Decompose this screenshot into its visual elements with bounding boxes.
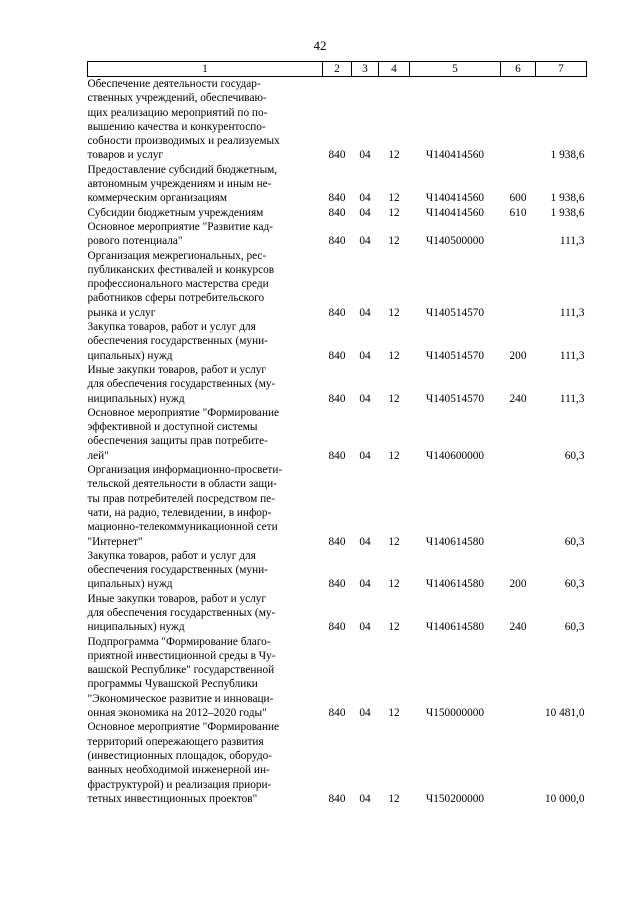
row-section: 04 (359, 578, 371, 591)
budget-table (87, 61, 587, 806)
row-sum: 111,3 (559, 349, 585, 362)
row-name: Организация информационно-просвети- тельской деятельности в области защи- ты прав потребителей посредством пе- чати, на радио, телевидении, в инфор- мационно-телекоммуникационной сети "Интернет" (87, 464, 283, 548)
table-row (88, 549, 587, 592)
row-name: Иные закупки товаров, работ и услуг для обеспечения государственных (му- ниципальных) нужд (87, 592, 276, 634)
row-name: Субсидии бюджетным учреждениям (87, 206, 264, 219)
row-subsection: 12 (388, 392, 400, 405)
page-number: 42 (313, 38, 327, 53)
row-section: 04 (359, 449, 371, 462)
row-sum: 111,3 (559, 306, 585, 319)
row-subsection: 12 (388, 149, 400, 162)
row-subsection: 12 (388, 306, 400, 319)
table-header (88, 62, 587, 77)
row-section: 04 (359, 535, 371, 548)
row-ministry: 840 (328, 392, 346, 405)
row-type (501, 406, 536, 463)
row-name: Подпрограмма "Формирование благо- приятной инвестиционной среды в Чу- вашской Республике" государственной программы Чувашской Республики "Экономическое развитие и инноваци- онная экономика на 2012–2020 годы" (87, 635, 276, 720)
row-sum: 111,3 (559, 235, 585, 248)
row-target: Ч140414560 (425, 206, 485, 219)
row-sum: 10 000,0 (544, 792, 585, 805)
row-ministry: 840 (328, 621, 346, 634)
table-row (88, 406, 587, 463)
row-type: 240 (509, 621, 527, 634)
row-ministry: 840 (328, 707, 346, 720)
row-name: Основное мероприятие "Формирование эффективной и доступной системы обеспечения защиты прав потребите- лей" (87, 406, 280, 462)
row-type: 200 (509, 349, 527, 362)
row-name: Иные закупки товаров, работ и услуг для обеспечения государственных (му- ниципальных) нужд (87, 363, 276, 405)
row-ministry: 840 (328, 535, 346, 548)
row-name: Предоставление субсидий бюджетным, автономным учреждениям и иным не- коммерческим организациям (87, 163, 278, 205)
row-ministry: 840 (328, 192, 346, 205)
row-section: 04 (359, 306, 371, 319)
row-sum: 60,3 (564, 449, 585, 462)
row-name: Обеспечение деятельности государ- ственных учреждений, обеспечиваю- щих реализацию мероприятий по по- вышению качества и конкурентоспо- собности производимых и реализуемых товаров и услуг (87, 78, 280, 162)
row-type (501, 220, 536, 249)
row-sum: 111,3 (559, 392, 585, 405)
header-col-4: 4 (379, 62, 410, 77)
row-type (501, 720, 536, 806)
row-sum: 10 481,0 (544, 707, 585, 720)
row-subsection: 12 (388, 449, 400, 462)
row-sum: 60,3 (564, 621, 585, 634)
row-ministry: 840 (328, 349, 346, 362)
row-section: 04 (359, 349, 371, 362)
row-target: Ч150000000 (425, 707, 485, 720)
header-col-3: 3 (352, 62, 379, 77)
row-type: 240 (509, 392, 527, 405)
row-target: Ч140614580 (425, 621, 485, 634)
row-target: Ч140514570 (425, 306, 485, 319)
row-subsection: 12 (388, 535, 400, 548)
row-section: 04 (359, 206, 371, 219)
table-row (88, 220, 587, 249)
row-section: 04 (359, 621, 371, 634)
table-body (88, 77, 587, 807)
row-section: 04 (359, 792, 371, 805)
row-ministry: 840 (328, 206, 346, 219)
row-type: 600 (509, 192, 527, 205)
row-sum: 60,3 (564, 535, 585, 548)
row-ministry: 840 (328, 149, 346, 162)
header-col-6: 6 (501, 62, 536, 77)
row-ministry: 840 (328, 792, 346, 805)
row-target: Ч150200000 (425, 792, 485, 805)
row-subsection: 12 (388, 349, 400, 362)
row-name: Закупка товаров, работ и услуг для обеспечения государственных (муни- ципальных) нужд (87, 321, 268, 362)
row-name: Основное мероприятие "Развитие кад- рового потенциала" (87, 220, 273, 248)
row-subsection: 12 (388, 192, 400, 205)
row-subsection: 12 (388, 707, 400, 720)
row-ministry: 840 (328, 306, 346, 319)
row-type: 200 (509, 578, 527, 591)
row-type (501, 77, 536, 163)
header-col-5: 5 (410, 62, 501, 77)
row-type (501, 463, 536, 549)
row-target: Ч140600000 (425, 449, 485, 462)
table-row (88, 249, 587, 320)
row-name: Организация межрегиональных, рес- публиканских фестивалей и конкурсов профессионального мастерства среди работников сферы потребительского рынка и услуг (87, 249, 275, 319)
row-subsection: 12 (388, 792, 400, 805)
row-target: Ч140414560 (425, 149, 485, 162)
row-section: 04 (359, 192, 371, 205)
row-target: Ч140614580 (425, 535, 485, 548)
row-sum: 60,3 (564, 578, 585, 591)
row-subsection: 12 (388, 235, 400, 248)
row-sum: 1 938,6 (550, 149, 585, 162)
row-type (501, 635, 536, 721)
table-row (88, 635, 587, 721)
row-section: 04 (359, 149, 371, 162)
header-col-1: 1 (88, 62, 323, 77)
row-section: 04 (359, 707, 371, 720)
table-row (88, 206, 587, 220)
row-ministry: 840 (328, 578, 346, 591)
row-type (501, 249, 536, 320)
row-target: Ч140614580 (425, 578, 485, 591)
table-row (88, 463, 587, 549)
table-row (88, 163, 587, 206)
row-name: Закупка товаров, работ и услуг для обеспечения государственных (муни- ципальных) нужд (87, 549, 268, 591)
row-type: 610 (509, 206, 527, 219)
row-subsection: 12 (388, 206, 400, 219)
header-col-7: 7 (536, 62, 587, 77)
header-col-2: 2 (323, 62, 352, 77)
row-subsection: 12 (388, 578, 400, 591)
row-ministry: 840 (328, 449, 346, 462)
row-target: Ч140514570 (425, 392, 485, 405)
table-row (88, 320, 587, 363)
row-sum: 1 938,6 (550, 206, 585, 219)
table-row (88, 363, 587, 406)
table-row (88, 77, 587, 163)
row-ministry: 840 (328, 235, 346, 248)
table-row (88, 720, 587, 806)
row-target: Ч140514570 (425, 349, 485, 362)
row-target: Ч140414560 (425, 192, 485, 205)
row-section: 04 (359, 392, 371, 405)
row-target: Ч140500000 (425, 235, 485, 248)
row-name: Основное мероприятие "Формирование территорий опережающего развития (инвестиционных площадок, оборудо- ванных необходимой инженерной ин- фраструктурой) и реализация приори- тетных инвестиционных проектов" (87, 721, 280, 805)
row-subsection: 12 (388, 621, 400, 634)
row-section: 04 (359, 235, 371, 248)
table-row (88, 592, 587, 635)
row-sum: 1 938,6 (550, 192, 585, 205)
